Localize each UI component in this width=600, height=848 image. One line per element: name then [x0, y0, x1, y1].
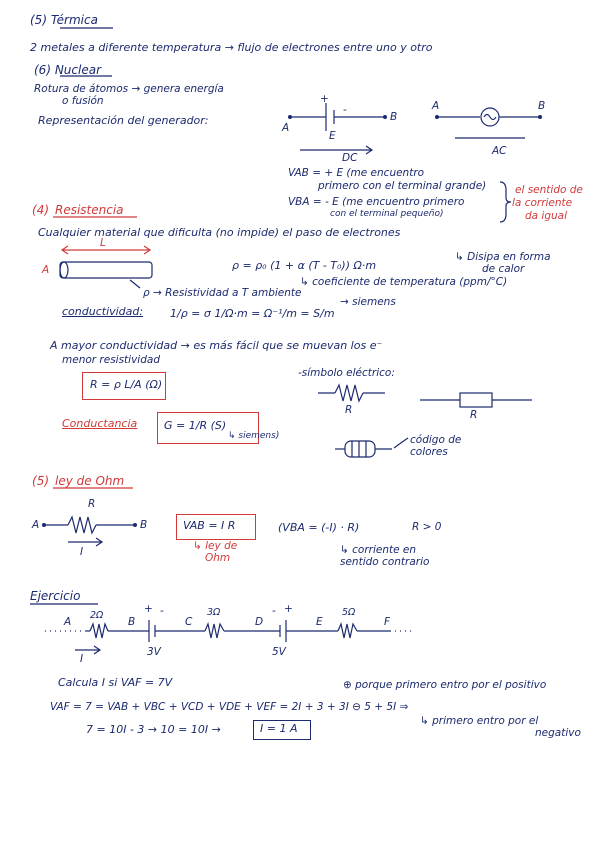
battery-1-voltage: 3V [147, 646, 161, 658]
resistor-zigzag-symbol [318, 385, 385, 401]
disipa-note-1: ↳ Disipa en forma [455, 251, 551, 263]
ohm-node-a: A [32, 519, 40, 531]
dc-generator-symbol [288, 103, 387, 154]
dc-minus-sign: - [343, 104, 347, 116]
bar-node-a: A [42, 264, 50, 276]
vba-equation: VBA = - E (me encuentro primero [288, 196, 465, 208]
siemens-note: → siemens [340, 296, 396, 308]
result-value: I = 1 A [260, 722, 298, 735]
codigo-colores-note-1: código de [410, 434, 462, 446]
solution-equation: 7 = 10I - 3 → 10 = 10I → [86, 723, 221, 736]
section-resistencia-number: (4) [32, 203, 50, 217]
resistor-5-ohm-label: 5Ω [342, 607, 356, 618]
conductance-siemens-note: ↳ siemens) [228, 431, 280, 441]
mayor-conductividad-line-2: menor resistividad [62, 354, 160, 366]
conductividad-formula: 1/ρ = σ 1/Ω·m = Ω⁻¹/m = S/m [170, 307, 335, 320]
resistance-formula: R = ρ L/A (Ω) [90, 378, 163, 391]
vab-equation: VAB = + E (me encuentro [288, 167, 425, 179]
section-ohm-number: (5) [32, 474, 50, 488]
vab-explanation: primero con el terminal grande) [318, 180, 487, 192]
conductance-formula: G = 1/R (S) [164, 419, 227, 432]
dc-plus-sign: + [320, 93, 329, 105]
circuit-node-d: D [255, 616, 264, 628]
battery-2-minus: - [272, 605, 276, 617]
battery-2-voltage: 5V [272, 646, 286, 658]
current-direction-note-1: el sentido de [515, 184, 583, 196]
nuclear-line-2: o fusión [62, 95, 104, 107]
circuit-node-a: A [64, 616, 72, 628]
calcula-prompt: Calcula I si VAF = 7V [58, 676, 173, 689]
codigo-colores-note-2: colores [410, 446, 448, 458]
ohm-resistor-label: R [88, 498, 96, 510]
kvl-equation: VAF = 7 = VAB + VBC + VCD + VDE + VEF = 2I + 3 + 3I ⊖ 5 + 5I ⇒ [50, 701, 409, 713]
alpha-coefficient-note: ↳ coeficiente de temperatura (ppm/°C) [300, 276, 508, 288]
primero-negativo-note-2: negativo [535, 727, 581, 739]
section-resistencia-title: Resistencia [55, 203, 124, 217]
conductividad-label: conductividad: [62, 305, 144, 318]
ac-label: AC [492, 145, 507, 157]
simbolo-electrico-label: -símbolo eléctrico: [298, 367, 395, 379]
exercise-circuit [45, 620, 415, 654]
ohm-law-note-1: ↳ ley de [193, 540, 238, 552]
mayor-conductividad-line-1: A mayor conductividad → es más fácil que se muevan los e⁻ [50, 339, 383, 352]
section-termica-desc: 2 metales a diferente temperatura → flujo de electrones entre uno y otro [30, 41, 433, 54]
circuit-node-c: C [185, 616, 193, 628]
battery-1-minus: - [160, 605, 164, 617]
brace [500, 182, 511, 222]
current-direction-note-3: da igual [525, 210, 568, 222]
resistivity-formula: ρ = ρ₀ (1 + α (T - T₀)) Ω·m [232, 259, 377, 272]
section-ohm-title: ley de Ohm [55, 474, 125, 488]
nuclear-line-1: Rotura de átomos → genera energía [34, 83, 224, 95]
ohm-law-note-2: Ohm [205, 552, 231, 564]
section-termica-title: (5) Térmica [30, 13, 98, 27]
resistivity-note: ρ → Resistividad a T ambiente [143, 287, 302, 299]
vba-explanation: con el terminal pequeño) [330, 209, 444, 219]
color-code-resistor [335, 438, 408, 457]
ac-node-a: A [432, 100, 440, 112]
r-positive-note: R > 0 [412, 521, 442, 533]
circuit-node-e: E [316, 616, 323, 628]
dc-node-a: A [282, 122, 290, 134]
battery-1-plus: + [144, 603, 153, 615]
resistor-bar-drawing [60, 246, 152, 288]
ac-generator-symbol [435, 108, 542, 138]
ohm-resistor-drawing [42, 517, 137, 546]
dc-node-b: B [390, 111, 398, 123]
ejercicio-title: Ejercicio [30, 589, 81, 603]
resistor-3-ohm-label: 3Ω [207, 607, 221, 618]
circuit-node-f: F [384, 616, 391, 628]
resistor-2-ohm-label: 2Ω [90, 610, 104, 621]
battery-2-plus: + [284, 603, 293, 615]
resistor-zigzag-label: R [345, 404, 353, 416]
generator-label: Representación del generador: [38, 114, 209, 127]
circuit-current-label: I [80, 653, 84, 665]
dc-emf-label: E [329, 130, 336, 142]
ohm-current-label: I [80, 546, 84, 558]
ohm-law-formula: VAB = I R [183, 519, 236, 532]
current-direction-note-2: la corriente [512, 197, 573, 209]
resistencia-desc: Cualquier material que dificulta (no impide) el paso de electrones [38, 226, 401, 239]
disipa-note-2: de calor [482, 263, 525, 275]
vba-ohm-formula: (VBA = (-I) · R) [278, 521, 360, 534]
circuit-node-b: B [128, 616, 136, 628]
conductancia-label: Conductancia [62, 417, 138, 430]
contrary-current-note-1: ↳ corriente en [340, 544, 417, 556]
dc-label: DC [342, 152, 358, 164]
resistor-box-label: R [470, 409, 478, 421]
ac-node-b: B [538, 100, 546, 112]
primero-negativo-note-1: ↳ primero entro por el [420, 715, 539, 727]
ohm-node-b: B [140, 519, 148, 531]
contrary-current-note-2: sentido contrario [340, 556, 430, 568]
resistor-box-symbol [420, 393, 532, 407]
section-nuclear-title: (6) Nuclear [34, 63, 101, 77]
porque-note: ⊕ porque primero entro por el positivo [343, 679, 547, 691]
bar-length-label: L [100, 237, 106, 249]
